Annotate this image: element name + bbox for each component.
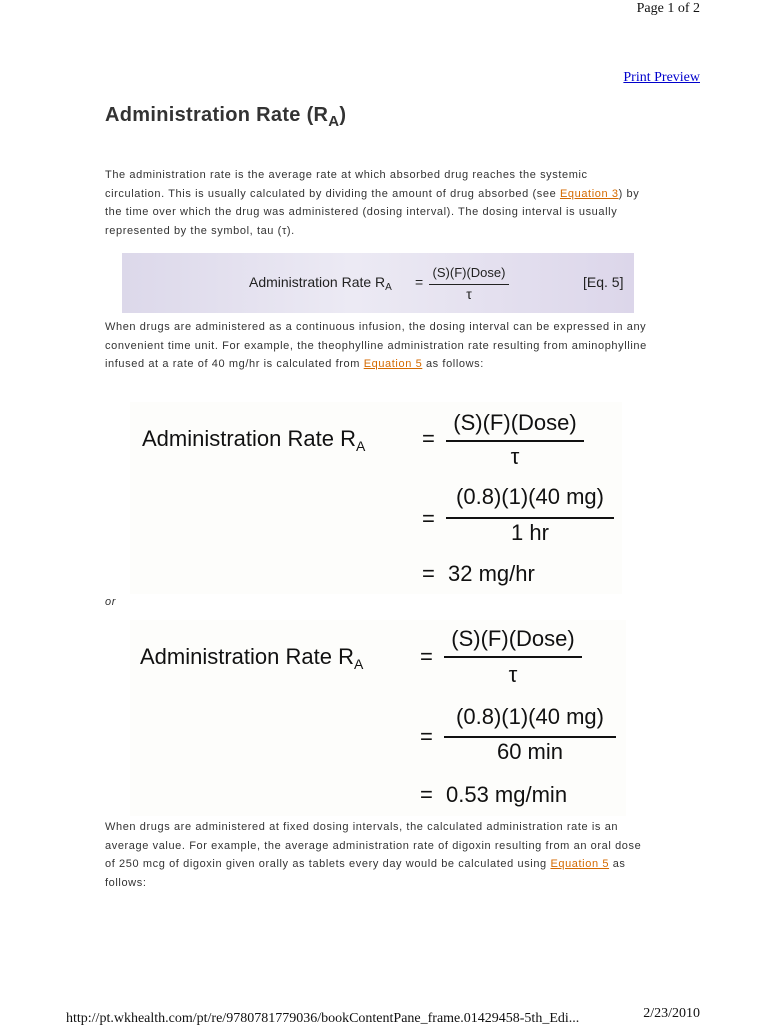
paragraph-intro: [105, 166, 650, 240]
eqmin-fraction-line-1: [444, 656, 582, 658]
equation-5-box: [122, 253, 634, 313]
para3-text-a: When drugs are administered at fixed dosing intervals, the calculated administration rate is an average value. For example, the average administration rate of digoxin resulting from an oral dose of 250 mcg of digoxin given orally as tablets every day would be calculated using: [105, 821, 642, 871]
equation-5-link-2[interactable]: Equation 5: [550, 858, 610, 871]
footer-url: http://pt.wkhealth.com/pt/re/9780781779036/bookContentPane_frame.01429458-5th_Edi...: [66, 1011, 580, 1026]
eqmin-numerator-2: (0.8)(1)(40 mg): [456, 704, 604, 729]
para2-text-a: When drugs are administered as a continuous infusion, the dosing interval can be expressed in any convenient time unit. For example, the theophylline administration rate resulting from aminophylline infused at a rate of 40 mg/hr is calculated from: [105, 321, 647, 371]
eqmin-denominator-2: 60 min: [496, 739, 564, 764]
eqhr-lhs: [142, 426, 365, 454]
para2-text-b: as follows:: [422, 358, 484, 371]
eqmin-lhs-text: Administration Rate R: [140, 644, 354, 669]
title-close: ): [339, 104, 347, 126]
title-text: Administration Rate (R: [105, 104, 329, 126]
equation-3-link[interactable]: Equation 3: [559, 187, 619, 200]
paragraph-infusion: [105, 318, 650, 374]
print-preview-link[interactable]: Print Preview: [623, 70, 700, 85]
para1-text-a: The administration rate is the average rate at which absorbed drug reaches the systemic circulation. This is usually calculated by dividing the amount of drug absorbed (see: [105, 169, 588, 200]
eq5-numerator: (S)(F)(Dose): [432, 265, 506, 280]
page-number: Page 1 of 2: [636, 1, 700, 16]
eqmin-lhs: [140, 644, 363, 672]
eqmin-equals-1: =: [420, 644, 433, 669]
eq5-lhs: [249, 274, 392, 293]
equation-per-minute: [130, 620, 626, 816]
eqmin-equals-3: =: [420, 782, 433, 807]
eqhr-lhs-sub: A: [355, 438, 366, 454]
eqmin-numerator-1: (S)(F)(Dose): [451, 626, 575, 651]
eqhr-result: 32 mg/hr: [448, 561, 535, 586]
eq5-denominator: τ: [466, 286, 472, 302]
title-subscript: A: [328, 113, 340, 130]
eq5-tag: [Eq. 5]: [583, 274, 624, 290]
equation-per-hour: [130, 402, 622, 594]
paragraph-fixed-interval: [105, 818, 650, 892]
eqmin-fraction-line-2: [444, 736, 616, 738]
or-separator: or: [105, 596, 116, 608]
eqhr-equals-1: =: [422, 426, 435, 451]
eqhr-lhs-text: Administration Rate R: [142, 426, 356, 451]
eqhr-equals-2: =: [422, 506, 435, 531]
eq5-fraction-line: [429, 284, 509, 285]
eqmin-equals-2: =: [420, 724, 433, 749]
eqhr-denominator-2: 1 hr: [511, 520, 549, 545]
eqmin-result: 0.53 mg/min: [446, 782, 568, 807]
page-title: [105, 104, 346, 130]
eqhr-equals-3: =: [422, 561, 435, 586]
eq5-lhs-sub: A: [385, 282, 392, 293]
para3-text-b: as follows:: [105, 858, 626, 889]
eqmin-denominator-1: τ: [508, 662, 518, 687]
eqhr-numerator-1: (S)(F)(Dose): [453, 410, 577, 435]
eqhr-numerator-2: (0.8)(1)(40 mg): [456, 484, 604, 509]
eq5-lhs-text: Administration Rate R: [249, 274, 386, 290]
eqhr-fraction-line-2: [446, 517, 614, 519]
eqhr-fraction-line-1: [446, 440, 584, 442]
footer-date: 2/23/2010: [643, 1006, 700, 1021]
eqhr-denominator-1: τ: [510, 444, 520, 469]
eq5-equals: =: [415, 274, 424, 290]
para1-text-b: ) by the time over which the drug was administered (dosing interval). The dosing interval is usually represented by the symbol, tau (τ).: [105, 187, 640, 237]
equation-5-link[interactable]: Equation 5: [363, 358, 423, 371]
eqmin-lhs-sub: A: [353, 656, 364, 672]
